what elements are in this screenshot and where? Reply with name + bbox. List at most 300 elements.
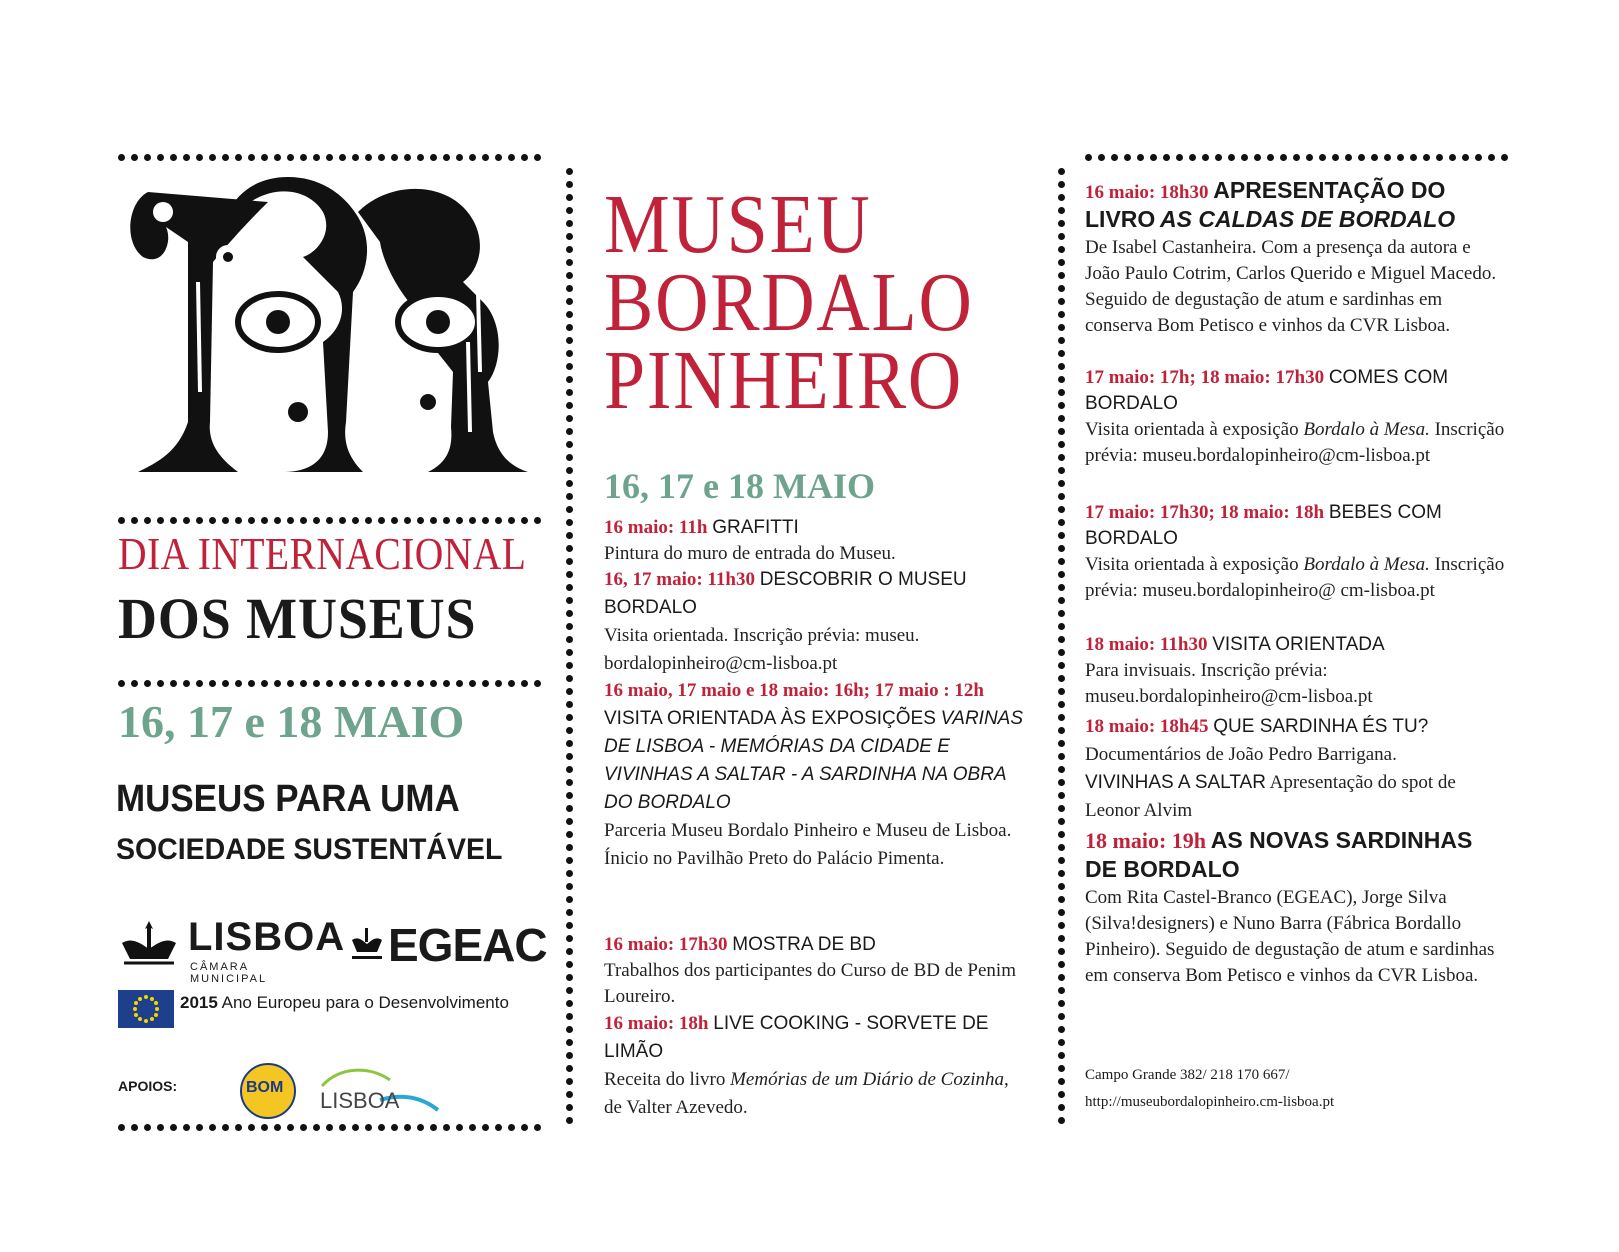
border-dot: [378, 517, 385, 524]
border-dot: [235, 680, 242, 687]
border-dot: [566, 701, 573, 708]
border-dot: [508, 1124, 515, 1131]
border-dot: [274, 517, 281, 524]
border-dot: [1058, 545, 1065, 552]
event-desc: Parceria Museu Bordalo Pinheiro e Museu de Lisboa. Ínicio no Pavilhão Preto do Palácio Pimenta.: [604, 820, 1012, 869]
border-dot: [566, 194, 573, 201]
bom-petisco-logo: [240, 1063, 296, 1119]
border-dot: [566, 961, 573, 968]
bom-petisco-text: BOM: [246, 1079, 284, 1096]
border-dot: [456, 517, 463, 524]
event-mostra-bd: [604, 932, 1024, 1010]
border-dot: [566, 519, 573, 526]
border-dot: [443, 517, 450, 524]
border-dot: [222, 1124, 229, 1131]
lisboa-logo-text: LISBOA: [188, 915, 346, 959]
border-dot: [118, 517, 125, 524]
eu-stars-icon: [118, 990, 174, 1028]
border-dot: [566, 675, 573, 682]
border-dot: [566, 337, 573, 344]
border-dot: [482, 680, 489, 687]
border-dot: [339, 517, 346, 524]
border-dot: [1058, 753, 1065, 760]
event-visita-orientada: [1085, 632, 1505, 710]
border-dot: [508, 680, 515, 687]
title-line-1: MUSEU: [604, 178, 872, 271]
event-time: 17 maio: 17h30; 18 maio: 18h: [1085, 502, 1325, 523]
border-dot: [1058, 1117, 1065, 1124]
border-dot: [209, 680, 216, 687]
border-dot: [1058, 610, 1065, 617]
border-dot: [404, 1124, 411, 1131]
border-dot: [566, 857, 573, 864]
border-dot: [1058, 506, 1065, 513]
border-dot: [566, 922, 573, 929]
event-title: AS NOVAS SARDINHAS DE BORDALO: [1085, 827, 1473, 882]
border-dot: [144, 154, 151, 161]
event-title: COMES COM BORDALO: [1085, 367, 1449, 414]
ornamental-m-logo: [118, 172, 540, 490]
border-dot: [430, 517, 437, 524]
border-dot: [1058, 1026, 1065, 1033]
event-time: 16 maio: 11h: [604, 517, 708, 538]
border-dot: [300, 1124, 307, 1131]
border-dot: [566, 987, 573, 994]
border-dot: [566, 259, 573, 266]
event-time: 16 maio: 18h30: [1085, 182, 1209, 203]
title-line-3: PINHEIRO: [604, 334, 964, 427]
event-title: MOSTRA DE BD: [732, 934, 876, 955]
event-desc-2: Apresentação do spot de Leonor Alvim: [1085, 772, 1456, 821]
border-dot: [1058, 1052, 1065, 1059]
border-dot: [1332, 154, 1339, 161]
border-dot: [566, 467, 573, 474]
border-dot: [1058, 558, 1065, 565]
border-dot: [248, 1124, 255, 1131]
border-dot: [404, 680, 411, 687]
border-dot: [313, 154, 320, 161]
border-dot: [300, 517, 307, 524]
contact-info: [1085, 1062, 1334, 1116]
event-descobrir: [604, 566, 1024, 678]
border-dot: [183, 154, 190, 161]
border-dot: [1058, 961, 1065, 968]
border-dot: [1058, 1013, 1065, 1020]
border-dot: [495, 154, 502, 161]
event-desc-post: Inscrição prévia: museu.bordalopinheiro@ cm-lisboa.pt: [1085, 554, 1505, 601]
event-desc-pre: Receita do livro: [604, 1069, 731, 1090]
event-desc: Documentários de João Pedro Barrigana.: [1085, 744, 1397, 765]
event-time: 18 maio: 19h: [1085, 828, 1206, 853]
border-dot: [1058, 441, 1065, 448]
border-dot: [131, 680, 138, 687]
border-dot: [313, 517, 320, 524]
event-title-italic: AS CALDAS DE BORDALO: [1160, 206, 1456, 232]
event-que-sardinha: [1085, 713, 1505, 825]
event-desc-italic: Memórias de um Diário de Cozinha: [730, 1069, 1005, 1090]
cvr-lisboa-logo: [320, 1066, 440, 1116]
event-title-2: VIVINHAS A SALTAR: [1085, 772, 1266, 793]
border-dot: [261, 1124, 268, 1131]
border-dot: [469, 517, 476, 524]
border-dot: [566, 1104, 573, 1111]
contact-website[interactable]: http://museubordalopinheiro.cm-lisboa.pt: [1085, 1094, 1335, 1110]
event-time: 18 maio: 11h30: [1085, 634, 1208, 655]
border-dot: [1058, 350, 1065, 357]
border-dot: [1058, 948, 1065, 955]
event-title: GRAFITTI: [712, 517, 799, 538]
border-dot: [248, 517, 255, 524]
middle-date: 16, 17 e 18 MAIO: [604, 466, 875, 506]
border-dot: [1397, 154, 1404, 161]
border-dot: [1423, 154, 1430, 161]
lisboa-small-ship-icon: [350, 926, 384, 966]
border-dot: [566, 545, 573, 552]
border-dot: [566, 233, 573, 240]
border-dot: [1058, 493, 1065, 500]
border-dot: [566, 740, 573, 747]
border-dot: [222, 154, 229, 161]
border-dot: [391, 680, 398, 687]
border-dot: [534, 1124, 541, 1131]
border-dot: [566, 376, 573, 383]
border-dot: [352, 1124, 359, 1131]
border-dot: [566, 415, 573, 422]
border-dot: [482, 1124, 489, 1131]
border-dot: [566, 181, 573, 188]
border-dot: [404, 154, 411, 161]
border-dot: [1058, 818, 1065, 825]
border-dot: [1449, 154, 1456, 161]
border-dot: [365, 680, 372, 687]
border-dot: [170, 154, 177, 161]
event-desc: De Isabel Castanheira. Com a presença da autora e João Paulo Cotrim, Carlos Querido e Miguel Macedo. Seguido de degustação de atum e sardinhas em conserva Bom Petisco e vinhos da CVR Lisboa.: [1085, 237, 1497, 336]
border-dot: [566, 727, 573, 734]
border-dot: [1085, 154, 1092, 161]
border-dot: [209, 1124, 216, 1131]
border-dot: [508, 154, 515, 161]
border-dot: [1215, 154, 1222, 161]
border-dot: [209, 517, 216, 524]
border-dot: [235, 517, 242, 524]
border-dot: [1436, 154, 1443, 161]
border-dot: [391, 517, 398, 524]
event-title-italic: VARINAS DE LISBOA - MEMÓRIAS DA CIDADE E VIVINHAS A SALTAR - A SARDINHA NA OBRA DO BORDALO: [604, 708, 1024, 813]
border-dot: [1058, 311, 1065, 318]
border-dot: [196, 517, 203, 524]
border-dot: [1058, 623, 1065, 630]
border-dot: [1058, 1104, 1065, 1111]
border-dot: [183, 680, 190, 687]
event-novas-sardinhas: [1085, 827, 1505, 989]
border-dot: [430, 680, 437, 687]
border-dot: [1058, 272, 1065, 279]
border-dot: [566, 909, 573, 916]
border-dot: [1058, 519, 1065, 526]
border-dot: [144, 517, 151, 524]
event-grafitti: [604, 515, 1024, 567]
border-dot: [1176, 154, 1183, 161]
left-date: 16, 17 e 18 MAIO: [118, 696, 465, 747]
event-desc-italic: Bordalo à Mesa.: [1303, 419, 1430, 440]
event-desc: Trabalhos dos participantes do Curso de BD de Penim Loureiro.: [604, 960, 1016, 1007]
border-dot: [1058, 337, 1065, 344]
border-dot: [326, 680, 333, 687]
dos-museus-title: DOS MUSEUS: [118, 586, 477, 651]
eu-label: Ano Europeu para o Desenvolvimento: [221, 993, 509, 1012]
border-dot: [222, 680, 229, 687]
border-dot: [566, 896, 573, 903]
border-dot: [118, 1124, 125, 1131]
border-dot: [566, 298, 573, 305]
event-title: BEBES COM BORDALO: [1085, 502, 1442, 549]
border-dot: [1371, 154, 1378, 161]
border-dot: [1058, 467, 1065, 474]
border-dot: [566, 597, 573, 604]
border-dot: [566, 272, 573, 279]
border-dot: [417, 517, 424, 524]
event-desc: Pintura do muro de entrada do Museu.: [604, 543, 896, 564]
border-dot: [566, 220, 573, 227]
border-dot: [534, 680, 541, 687]
border-dot: [495, 1124, 502, 1131]
border-dot: [1124, 154, 1131, 161]
border-dot: [1058, 935, 1065, 942]
border-dot: [1058, 1039, 1065, 1046]
eu-year-text: [180, 993, 509, 1013]
border-dot: [1058, 909, 1065, 916]
border-dot: [144, 1124, 151, 1131]
border-dot: [157, 517, 164, 524]
border-dot: [430, 1124, 437, 1131]
event-time: 16 maio: 17h30: [604, 934, 728, 955]
border-dot: [1058, 792, 1065, 799]
border-dot: [1241, 154, 1248, 161]
border-dot: [170, 517, 177, 524]
border-dot: [1058, 415, 1065, 422]
border-dot: [313, 1124, 320, 1131]
border-dot: [1098, 154, 1105, 161]
event-title: VISITA ORIENTADA ÀS EXPOSIÇÕES: [604, 708, 936, 729]
border-dot: [566, 948, 573, 955]
border-dot: [287, 1124, 294, 1131]
border-dot: [404, 517, 411, 524]
border-dot: [1111, 154, 1118, 161]
border-dot: [1293, 154, 1300, 161]
border-dot: [365, 154, 372, 161]
border-dot: [1254, 154, 1261, 161]
border-dot: [118, 680, 125, 687]
border-dot: [1228, 154, 1235, 161]
border-dot: [248, 680, 255, 687]
border-dot: [1058, 298, 1065, 305]
border-dot: [1058, 571, 1065, 578]
event-desc: Para invisuais. Inscrição prévia: museu.bordalopinheiro@cm-lisboa.pt: [1085, 660, 1373, 707]
border-dot: [566, 480, 573, 487]
event-title: APRESENTAÇÃO DO LIVRO: [1085, 177, 1446, 232]
border-dot: [1058, 584, 1065, 591]
border-dot: [566, 441, 573, 448]
event-time: 16 maio: 18h: [604, 1013, 709, 1034]
border-dot: [352, 517, 359, 524]
border-dot: [1202, 154, 1209, 161]
border-dot: [566, 584, 573, 591]
border-dot: [1345, 154, 1352, 161]
border-dot: [566, 662, 573, 669]
border-dot: [566, 363, 573, 370]
border-dot: [1462, 154, 1469, 161]
border-dot: [469, 154, 476, 161]
border-dot: [1058, 181, 1065, 188]
event-comes-com-bordalo: [1085, 365, 1505, 469]
border-dot: [1058, 402, 1065, 409]
border-dot: [1189, 154, 1196, 161]
border-dot: [443, 1124, 450, 1131]
border-dot: [566, 714, 573, 721]
border-dot: [566, 1065, 573, 1072]
egeac-logo: [350, 920, 550, 982]
border-dot: [391, 154, 398, 161]
border-dot: [1058, 636, 1065, 643]
border-dot: [1488, 154, 1495, 161]
border-dot: [566, 792, 573, 799]
border-dot: [1058, 363, 1065, 370]
border-dot: [1058, 740, 1065, 747]
border-dot: [566, 870, 573, 877]
border-dot: [378, 680, 385, 687]
border-dot: [131, 517, 138, 524]
border-dot: [157, 680, 164, 687]
border-dot: [1058, 1091, 1065, 1098]
event-desc-post: , de Valter Azevedo.: [604, 1069, 1009, 1118]
border-dot: [566, 818, 573, 825]
border-dot: [170, 1124, 177, 1131]
event-time: 16, 17 maio: 11h30: [604, 569, 755, 590]
border-dot: [248, 154, 255, 161]
border-dot: [1058, 766, 1065, 773]
border-dot: [566, 649, 573, 656]
border-dot: [566, 285, 573, 292]
border-dot: [566, 1052, 573, 1059]
border-dot: [1280, 154, 1287, 161]
border-dot: [326, 517, 333, 524]
border-dot: [521, 154, 528, 161]
border-dot: [1137, 154, 1144, 161]
border-dot: [144, 680, 151, 687]
border-dot: [566, 350, 573, 357]
event-title: LIVE COOKING - SORVETE DE LIMÃO: [604, 1013, 989, 1062]
border-dot: [196, 680, 203, 687]
dia-internacional-title: DIA INTERNACIONAL: [118, 528, 527, 579]
border-dot: [183, 517, 190, 524]
border-dot: [274, 1124, 281, 1131]
border-dot: [566, 428, 573, 435]
border-dot: [566, 168, 573, 175]
border-dot: [235, 154, 242, 161]
border-dot: [339, 1124, 346, 1131]
border-dot: [1058, 727, 1065, 734]
border-dot: [508, 517, 515, 524]
border-dot: [313, 680, 320, 687]
border-dot: [1058, 883, 1065, 890]
event-desc: Com Rita Castel-Branco (EGEAC), Jorge Silva (Silva!designers) e Nuno Barra (Fábrica Bordallo Pinheiro). Seguido de degustação de atum e sardinhas em conserva Bom Petisco e vinhos da CVR Lisboa.: [1085, 887, 1495, 986]
border-dot: [1058, 1000, 1065, 1007]
border-dot: [196, 154, 203, 161]
border-dot: [566, 1091, 573, 1098]
tagline-line2: SOCIEDADE SUSTENTÁVEL: [116, 833, 503, 866]
contact-address-phone: Campo Grande 382/ 218 170 667/: [1085, 1067, 1290, 1083]
border-dot: [456, 1124, 463, 1131]
border-dot: [261, 154, 268, 161]
border-dot: [469, 1124, 476, 1131]
border-dot: [566, 636, 573, 643]
border-dot: [1058, 207, 1065, 214]
border-dot: [1058, 428, 1065, 435]
event-time: 16 maio, 17 maio e 18 maio: 16h; 17 maio : 12h: [604, 680, 984, 701]
border-dot: [118, 154, 125, 161]
event-bebes-com-bordalo: [1085, 500, 1505, 604]
border-dot: [1058, 675, 1065, 682]
border-dot: [1267, 154, 1274, 161]
border-dot: [196, 1124, 203, 1131]
border-dot: [157, 1124, 164, 1131]
border-dot: [566, 935, 573, 942]
border-dot: [566, 454, 573, 461]
border-dot: [1475, 154, 1482, 161]
border-dot: [339, 154, 346, 161]
lisboa-ship-icon: [118, 919, 180, 969]
border-dot: [566, 558, 573, 565]
border-dot: [352, 154, 359, 161]
border-dot: [566, 753, 573, 760]
border-dot: [566, 1026, 573, 1033]
event-desc-pre: Visita orientada à exposição: [1085, 419, 1304, 440]
border-dot: [1058, 688, 1065, 695]
border-dot: [235, 1124, 242, 1131]
event-desc-post: Inscrição prévia: museu.bordalopinheiro@cm-lisboa.pt: [1085, 419, 1505, 466]
lisboa-camara-logo: [118, 915, 346, 985]
border-dot: [1058, 779, 1065, 786]
border-dot: [1058, 376, 1065, 383]
border-dot: [534, 517, 541, 524]
border-dot: [1058, 532, 1065, 539]
border-dot: [566, 844, 573, 851]
border-dot: [1058, 857, 1065, 864]
border-dot: [495, 680, 502, 687]
cvr-lisboa-text: LISBOA: [320, 1088, 400, 1113]
border-dot: [469, 680, 476, 687]
border-dot: [417, 1124, 424, 1131]
border-dot: [378, 154, 385, 161]
border-dot: [566, 766, 573, 773]
border-dot: [566, 402, 573, 409]
border-dot: [287, 517, 294, 524]
event-desc-italic: Bordalo à Mesa.: [1303, 554, 1430, 575]
border-dot: [1058, 896, 1065, 903]
border-dot: [1058, 168, 1065, 175]
border-dot: [482, 517, 489, 524]
camara-municipal-text: CÂMARA MUNICIPAL: [190, 961, 268, 985]
event-desc-pre: Visita orientada à exposição: [1085, 554, 1304, 575]
border-dot: [1058, 922, 1065, 929]
border-dot: [443, 154, 450, 161]
border-dot: [1058, 324, 1065, 331]
border-dot: [521, 517, 528, 524]
event-desc: Visita orientada. Inscrição prévia: museu. bordalopinheiro@cm-lisboa.pt: [604, 625, 920, 674]
border-dot: [417, 680, 424, 687]
border-dot: [287, 680, 294, 687]
border-dot: [274, 680, 281, 687]
